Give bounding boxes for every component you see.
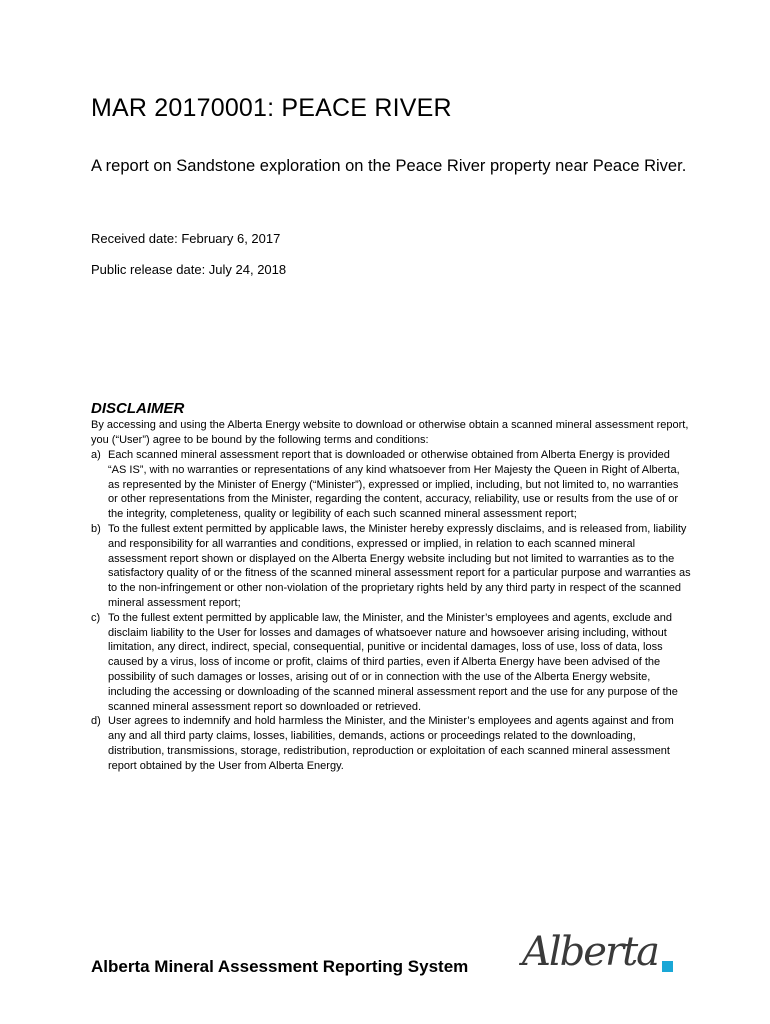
report-subtitle: A report on Sandstone exploration on the Peace River property near Peace River. — [91, 157, 687, 175]
list-marker: c) — [91, 611, 101, 624]
list-marker: a) — [91, 449, 101, 461]
alberta-logo — [522, 926, 677, 978]
disclaimer-item-a — [91, 448, 691, 522]
list-marker: b) — [91, 522, 101, 535]
disclaimer-item-c — [91, 611, 691, 715]
disclaimer-item-text: To the fullest extent permitted by applicable laws, the Minister hereby expressly disclaims, and is released from, liability and responsibility for all warranties and conditions, expressed or implied, in relation to each scanned mineral assessment report shown or displayed on the Alberta Energy website including but not limited to warranties as to the satisfactory quality of or the fitness of the scanned mineral assessment report for a particular purpose and warranties as to the non-infringement or other non-violation of the proprietary rights held by any third party in respect of the scanned mineral assessment report; — [108, 522, 691, 609]
public-release-date: Public release date: July 24, 2018 — [91, 262, 287, 277]
disclaimer-list — [91, 448, 691, 774]
disclaimer-intro: By accessing and using the Alberta Energy website to download or otherwise obtain a scanned mineral assessment report, you (“User”) agree to be bound by the following terms and conditions: — [91, 419, 689, 446]
report-title: MAR 20170001: PEACE RIVER — [91, 94, 452, 122]
disclaimer-item-b — [91, 522, 691, 611]
list-marker: d) — [91, 715, 101, 728]
disclaimer-heading: DISCLAIMER — [91, 400, 185, 417]
reporting-system-name: Alberta Mineral Assessment Reporting System — [91, 957, 469, 976]
alberta-logo-wordmark: Alberta — [522, 929, 658, 975]
disclaimer-item-d — [91, 714, 691, 773]
logo-accent-square-icon — [662, 961, 673, 972]
received-date: Received date: February 6, 2017 — [91, 231, 281, 246]
disclaimer-item-text: User agrees to indemnify and hold harmless the Minister, and the Minister’s employees and agents against and from any and all third party claims, losses, liabilities, demands, actions or proceedings related to the downloading, distribution, transmissions, storage, redistribution, reproduction or exploitation of each scanned mineral assessment report obtained by the User from Alberta Energy. — [108, 715, 674, 772]
disclaimer-item-text: To the fullest extent permitted by applicable law, the Minister, and the Minister’s employees and agents, exclude and disclaim liability to the User for losses and damages of whatsoever nature and howsoever arising including, without limitation, any direct, indirect, special, consequential, punitive or incidental damages, loss of use, loss of data, loss caused by a virus, loss of income or profit, claims of third parties, even if Alberta Energy have been advised of the possibility of such damages or losses, arising out of or in connection with the use of the Alberta Energy website, including the accessing or downloading of the scanned mineral assessment report and the use for any purpose of the scanned mineral assessment report so downloaded or retrieved. — [108, 611, 678, 713]
disclaimer-item-text: Each scanned mineral assessment report that is downloaded or otherwise obtained from Alberta Energy is provided “AS IS”, with no warranties or representations of any kind whatsoever from Her Majesty the Queen in Right of Alberta, as represented by the Minister of Energy (“Minister”), expressed or implied, including, but not limited to, no warranties or other representations from the Minister, regarding the content, accuracy, reliability, use or results from the use of or the integrity, completeness, quality or legibility of each such scanned mineral assessment report; — [108, 449, 680, 521]
